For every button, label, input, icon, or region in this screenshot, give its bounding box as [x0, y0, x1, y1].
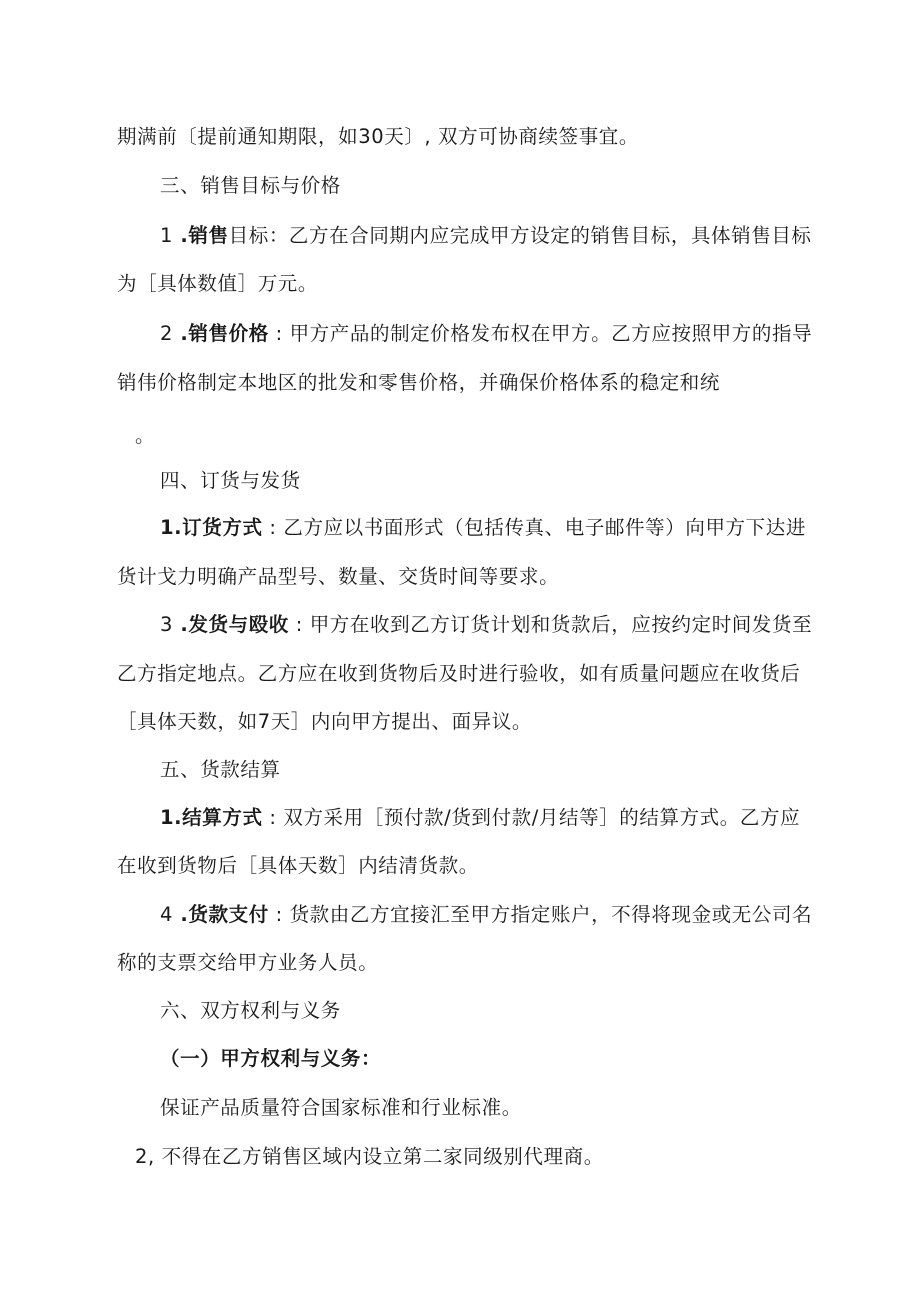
clause-text: 在收到货物后［具体天数］内结清货款。: [117, 854, 479, 877]
clause-label: 1.结算方式: [160, 806, 263, 829]
clause-text: 货计戈力明确产品型号、数量、交货时间等要求。: [117, 565, 560, 588]
clause-sales-target-cont: [117, 272, 318, 296]
clause-text: 。: [135, 424, 156, 447]
clause-sales-price-cont: [117, 371, 720, 395]
clause-text: : 乙方应以书面形式（包括传真、电子邮件等）向甲方下达进: [262, 516, 806, 539]
clause-label: .销售: [173, 224, 229, 247]
list-item-text: 保证产品质量符合国家标准和行业标准。: [160, 1096, 522, 1119]
section-heading-sales-target: [160, 174, 341, 198]
clause-text: : 甲方产品的制定价格发布权在甲方。乙方应按照甲方的指导: [268, 322, 813, 345]
clause-sales-target: [160, 224, 812, 248]
clause-label: .发货与殴收: [173, 613, 289, 636]
subsection-label: （一）甲方权利与义务：: [160, 1047, 382, 1070]
section-heading-payment: [160, 758, 281, 782]
clause-label: 1.订货方式: [160, 516, 263, 539]
clause-label: .销售价格: [173, 322, 269, 345]
paragraph-text: 期满前〔提前通知期限，如30天〕, 双方可协商续签事宜。: [117, 125, 640, 148]
clause-text: 目标：乙方在合同期内应完成甲方设定的销售目标，具体销售目标: [228, 224, 812, 247]
heading-text: 三、销售目标与价格: [160, 174, 341, 197]
clause-payment-cont: [117, 951, 378, 975]
list-item-party-a-2: [135, 1145, 604, 1169]
clause-shipping-cont: [117, 662, 800, 686]
clause-text: : 双方采用［预付款/货到付款/月结等］的结算方式。乙方应: [262, 806, 801, 829]
clause-payment: [160, 903, 812, 927]
clause-ordering-method-cont: [117, 565, 559, 589]
clause-sales-price-end: [135, 424, 155, 448]
clause-text: 销伟价格制定本地区的批发和零售价格，并确保价格体系的稳定和统: [117, 371, 721, 394]
clause-text: 称的支票交给甲方业务人员。: [117, 951, 379, 974]
list-item-text: 2, 不得在乙方销售区域内设立第二家同级别代理商。: [135, 1145, 604, 1168]
clause-number: 1: [160, 224, 174, 247]
clause-text: 为［具体数值］万元。: [117, 272, 319, 295]
clause-shipping: [160, 613, 812, 637]
clause-text: : 货款由乙方宜接汇至甲方指定账户，不得将现金或无公司名: [268, 903, 813, 926]
heading-text: 四、订货与发货: [160, 469, 301, 492]
heading-text: 五、货款结算: [160, 758, 281, 781]
clause-number: 3: [160, 613, 174, 636]
list-item-party-a-1: [160, 1096, 522, 1120]
heading-text: 六、双方权利与义务: [160, 999, 341, 1022]
clause-label: .货款支付: [173, 903, 269, 926]
clause-shipping-end: [117, 710, 532, 734]
clause-text: : 甲方在收到乙方订货计划和货款后，应按约定时间发货至: [288, 613, 813, 636]
section-heading-ordering: [160, 469, 301, 493]
clause-ordering-method: [160, 516, 806, 540]
subsection-party-a: [160, 1047, 381, 1071]
clause-text: 乙方指定地点。乙方应在收到货物后及时进行验收，如有质量问题应在收货后: [117, 662, 801, 685]
clause-text: ［具体天数，如7天］内向甲方提出、面异议。: [117, 710, 533, 733]
clause-number: 4: [160, 903, 174, 926]
paragraph-renewal: [117, 125, 639, 149]
section-heading-rights: [160, 999, 341, 1023]
clause-settlement-method: [160, 806, 800, 830]
clause-number: 2: [160, 322, 174, 345]
clause-sales-price: [160, 322, 812, 346]
clause-settlement-method-cont: [117, 854, 479, 878]
